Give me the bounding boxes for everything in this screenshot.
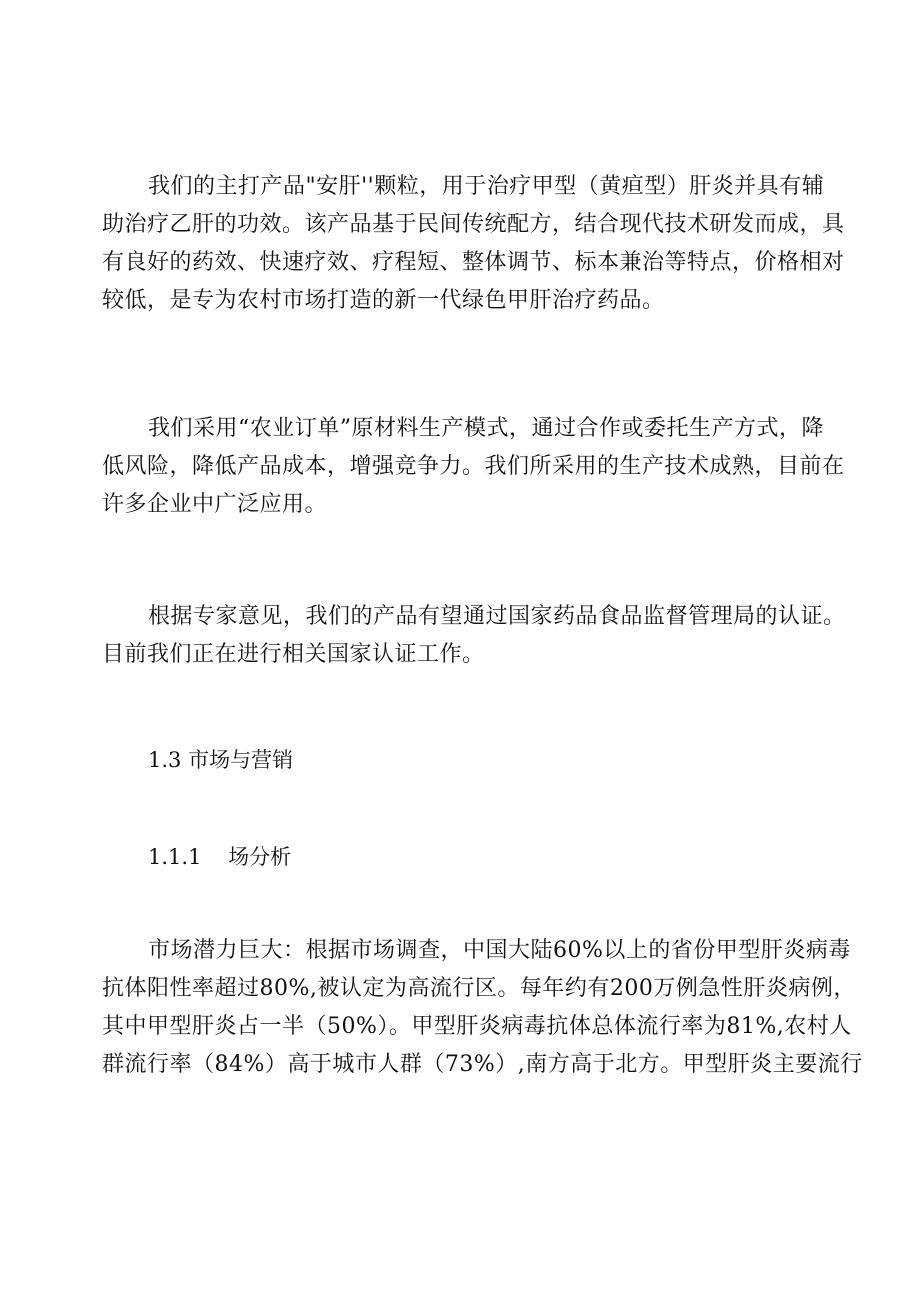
subsection-heading: 1.1.1 场分析 [148, 845, 292, 869]
text-line: 低风险，降低产品成本，增强竞争力。我们所采用的生产技术成熟，目前在 [102, 454, 845, 479]
text-line: 我们采用“农业订单”原材料生产模式，通过合作或委托生产方式，降 [148, 416, 824, 441]
text-line: 我们的主打产品"安肝''颗粒，用于治疗甲型（黄疸型）肝炎并具有辅 [148, 174, 825, 199]
text-line: 目前我们正在进行相关国家认证工作。 [102, 642, 485, 667]
text-line: 较低，是专为农村市场打造的新一代绿色甲肝治疗药品。 [102, 288, 665, 313]
text-line: 根据专家意见，我们的产品有望通过国家药品食品监督管理局的认证。 [148, 604, 846, 629]
section-heading: 1.3 市场与营销 [148, 748, 294, 772]
paragraph-production [102, 410, 845, 524]
paragraph-product [102, 168, 845, 320]
text-line: 群流行率（84%）高于城市人群（73%）,南方高于北方。甲型肝炎主要流行 [102, 1052, 863, 1077]
text-line: 市场潜力巨大：根据市场调查，中国大陆60%以上的省份甲型肝炎病毒 [148, 938, 851, 963]
paragraph-market-analysis [102, 932, 863, 1084]
text-line: 抗体阳性率超过80%,被认定为高流行区。每年约有200万例急性肝炎病例， [102, 976, 856, 1001]
text-line: 有良好的药效、快速疗效、疗程短、整体调节、标本兼治等特点，价格相对 [102, 250, 845, 275]
text-line: 助治疗乙肝的功效。该产品基于民间传统配方，结合现代技术研发而成，具 [102, 212, 845, 237]
text-line: 许多企业中广泛应用。 [102, 492, 328, 517]
text-line: 其中甲型肝炎占一半（50%）。甲型肝炎病毒抗体总体流行率为81%,农村人 [102, 1014, 852, 1039]
paragraph-certification [102, 598, 846, 674]
